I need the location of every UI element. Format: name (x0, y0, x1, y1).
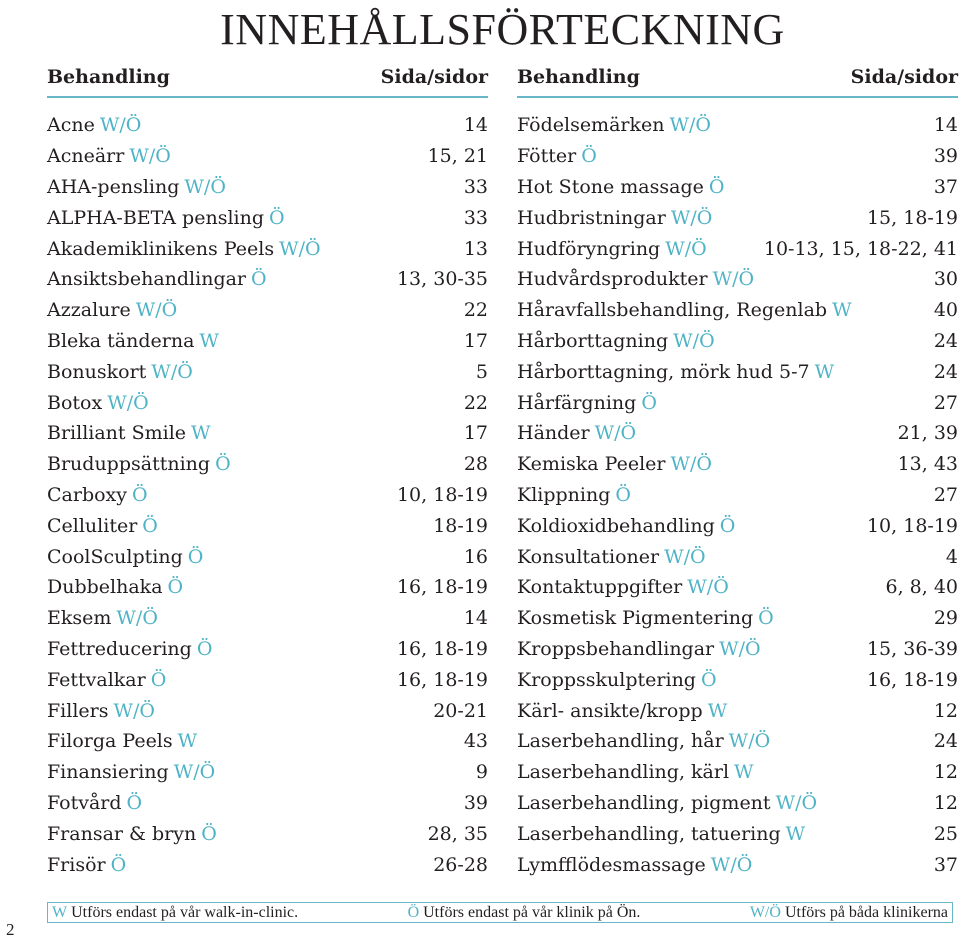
entry-label (47, 607, 158, 629)
page-reference: 10-13, 15, 18-22, 41 (763, 237, 958, 260)
entry-label (517, 361, 834, 383)
treatment-name: Födelsemärken (517, 114, 665, 137)
page-number: 2 (6, 920, 15, 939)
toc-entry (47, 295, 488, 326)
toc-entry (517, 541, 958, 572)
toc-entry (517, 510, 958, 541)
page-reference: 37 (933, 175, 958, 198)
toc-entry (517, 418, 958, 449)
toc-list-left (47, 110, 488, 880)
entry-label (517, 114, 711, 136)
treatment-name: Hårfärgning (517, 391, 637, 414)
location-code: W/Ö (669, 114, 711, 137)
page-reference: 15, 21 (427, 145, 488, 168)
page-reference: 28, 35 (427, 822, 488, 845)
entry-label (47, 176, 226, 198)
page-reference: 26-28 (433, 853, 488, 876)
location-code: Ö (142, 514, 158, 537)
location-code: W (814, 360, 835, 383)
page-reference: 17 (463, 422, 488, 445)
toc-entry (47, 849, 488, 880)
page-reference: 16, 18-19 (866, 668, 958, 691)
treatment-name: Kroppsbehandlingar (517, 637, 715, 660)
entry-label (47, 546, 203, 568)
treatment-name: CoolSculpting (47, 545, 183, 568)
header-rule (517, 96, 958, 98)
location-code: Ö (110, 853, 127, 876)
entry-label (47, 207, 285, 229)
entry-label (47, 515, 158, 537)
toc-entry (517, 387, 958, 418)
toc-entry (517, 449, 958, 480)
page-reference: 6, 8, 40 (885, 576, 958, 599)
page-reference: 14 (463, 114, 488, 137)
toc-entry (47, 818, 488, 849)
treatment-name: Frisör (47, 853, 106, 876)
entry-label (47, 238, 321, 260)
toc-entry (517, 233, 958, 264)
toc-entry (47, 326, 488, 357)
entry-label (517, 576, 729, 598)
toc-entry (517, 849, 958, 880)
legend-item (750, 904, 948, 922)
page-reference: 40 (933, 299, 958, 322)
treatment-name: Kroppsskulptering (517, 668, 696, 691)
treatment-name: AHA-pensling (47, 175, 180, 198)
page-reference: 18-19 (433, 514, 488, 537)
entry-label (47, 823, 217, 845)
treatment-name: Finansiering (47, 761, 169, 784)
treatment-name: Hårborttagning (517, 329, 669, 352)
column-header (517, 62, 958, 92)
treatment-name: Fettreducering (47, 637, 192, 660)
location-code: Ö (708, 175, 725, 198)
entry-label (517, 515, 735, 537)
location-code: W/Ö (113, 699, 156, 722)
location-code: W/Ö (279, 237, 321, 260)
treatment-name: Acne (47, 114, 95, 137)
entry-label (517, 422, 636, 444)
location-code: Ö (187, 545, 204, 568)
treatment-name: Hårborttagning, mörk hud 5-7 (517, 360, 810, 383)
treatment-name: Konsultationer (517, 545, 660, 568)
treatment-name: Fillers (47, 699, 109, 722)
page-reference: 12 (933, 699, 958, 722)
treatment-name: Akademiklinikens Peels (47, 237, 275, 260)
toc-entry (517, 788, 958, 819)
location-code: W/Ö (184, 175, 226, 198)
location-code: W (177, 730, 198, 753)
toc-entry (47, 387, 488, 418)
toc-entry (47, 788, 488, 819)
entry-label (47, 854, 126, 876)
location-code: W/Ö (594, 422, 637, 445)
location-code: Ö (269, 206, 285, 229)
treatment-header: Behandling (47, 66, 170, 88)
pages-header: Sida/sidor (850, 66, 958, 88)
treatment-name: Dubbelhaka (47, 576, 163, 599)
toc-entry (517, 264, 958, 295)
entry-label (47, 761, 215, 783)
location-code: W (191, 422, 211, 445)
treatment-name: Händer (517, 422, 590, 445)
toc-entry (47, 264, 488, 295)
treatment-name: Bruduppsättning (47, 453, 211, 476)
legend-text: Utförs på båda klinikerna (784, 903, 948, 921)
location-code: Ö (215, 453, 231, 476)
location-code: W/Ö (151, 360, 193, 383)
entry-label (517, 854, 752, 876)
page-reference: 22 (463, 391, 488, 414)
page-reference: 39 (933, 145, 958, 168)
location-code: W/Ö (665, 237, 707, 260)
treatment-name: ALPHA-BETA pensling (47, 206, 265, 229)
location-code: W/Ö (728, 730, 771, 753)
location-code: Ö (251, 268, 267, 291)
toc-entry (517, 356, 958, 387)
location-code: W/Ö (129, 145, 171, 168)
treatment-name: Kosmetisk Pigmentering (517, 607, 754, 630)
entry-label (47, 422, 211, 444)
entry-label (47, 299, 177, 321)
entry-label (47, 114, 141, 136)
page-reference: 5 (475, 360, 488, 383)
location-code: W/Ö (687, 576, 729, 599)
location-code: W/Ö (664, 545, 706, 568)
entry-label (517, 176, 724, 198)
page-reference: 20-21 (433, 699, 488, 722)
treatment-name: Hudvårdsprodukter (517, 268, 708, 291)
treatment-name: Celluliter (47, 514, 138, 537)
entry-label (47, 638, 212, 660)
location-code: W/Ö (99, 114, 142, 137)
treatment-name: Carboxy (47, 483, 127, 506)
location-code: Ö (132, 483, 148, 506)
treatment-name: Kemiska Peeler (517, 453, 666, 476)
treatment-name: Bonuskort (47, 360, 147, 383)
pages-header: Sida/sidor (380, 66, 488, 88)
treatment-name: Fettvalkar (47, 668, 146, 691)
page-reference: 24 (933, 329, 958, 352)
treatment-header: Behandling (517, 66, 640, 88)
location-code: Ö (581, 145, 597, 168)
treatment-name: Håravfallsbehandling, Regenlab (517, 299, 828, 322)
toc-entry (47, 449, 488, 480)
legend-key: W (52, 903, 68, 921)
entry-label (47, 576, 183, 598)
entry-label (517, 299, 852, 321)
page-reference: 33 (463, 206, 488, 229)
location-code: Ö (758, 607, 774, 630)
location-code: W/Ö (719, 637, 761, 660)
location-code: W/Ö (135, 299, 178, 322)
treatment-name: Laserbehandling, hår (517, 730, 724, 753)
toc-entry (47, 233, 488, 264)
location-code: W (707, 699, 728, 722)
toc-entry (47, 110, 488, 141)
toc-entry (517, 818, 958, 849)
page-reference: 24 (933, 360, 958, 383)
toc-entry (517, 572, 958, 603)
entry-label (47, 268, 267, 290)
treatment-name: Azzalure (47, 299, 131, 322)
page-reference: 13 (463, 237, 488, 260)
entry-label (517, 392, 657, 414)
entry-label (47, 330, 219, 352)
toc-entry (47, 664, 488, 695)
legend-text: Utförs endast på vår klinik på Ön. (423, 903, 641, 921)
page-reference: 13, 30-35 (396, 268, 488, 291)
entry-label (517, 207, 712, 229)
toc-entry (47, 480, 488, 511)
toc-entry (517, 110, 958, 141)
legend-text: Utförs endast på vår walk-in-clinic. (71, 903, 299, 921)
page-reference: 15, 36-39 (866, 637, 958, 660)
treatment-name: Koldioxidbehandling (517, 514, 715, 537)
location-code: W/Ö (116, 607, 158, 630)
location-code: W/Ö (107, 391, 149, 414)
treatment-name: Ansiktsbehandlingar (47, 268, 247, 291)
entry-label (47, 669, 166, 691)
entry-label (517, 607, 774, 629)
entry-label (517, 669, 717, 691)
entry-label (517, 823, 805, 845)
treatment-name: Fötter (517, 145, 577, 168)
treatment-name: Eksem (47, 607, 112, 630)
legend-key: W/Ö (749, 903, 781, 921)
location-code: W/Ö (712, 268, 755, 291)
page-reference: 25 (933, 822, 958, 845)
entry-label (47, 730, 197, 752)
toc-entry (517, 480, 958, 511)
location-code: W/Ö (710, 853, 753, 876)
treatment-name: Hudbristningar (517, 206, 666, 229)
location-code: W/Ö (673, 329, 715, 352)
treatment-name: Laserbehandling, pigment (517, 791, 771, 814)
entry-label (517, 484, 631, 506)
location-code: W/Ö (670, 453, 712, 476)
location-code: Ö (196, 637, 213, 660)
location-code: W/Ö (173, 761, 216, 784)
page-reference: 17 (463, 329, 488, 352)
treatment-name: Lymfflödesmassage (517, 853, 706, 876)
toc-entry (47, 356, 488, 387)
treatment-name: Fotvård (47, 791, 122, 814)
entry-label (517, 453, 712, 475)
location-code: Ö (700, 668, 717, 691)
page-reference: 37 (933, 853, 958, 876)
legend-item (408, 904, 641, 922)
location-code: Ö (150, 668, 167, 691)
entry-label (517, 638, 761, 660)
toc-entry (517, 634, 958, 665)
entry-label (517, 792, 817, 814)
treatment-name: Filorga Peels (47, 730, 173, 753)
toc-entry (517, 172, 958, 203)
toc-entry (517, 603, 958, 634)
entry-label (47, 453, 231, 475)
entry-label (47, 361, 193, 383)
treatment-name: Laserbehandling, tatuering (517, 822, 781, 845)
toc-column-left (47, 62, 488, 880)
treatment-name: Brilliant Smile (47, 422, 187, 445)
toc-entry (47, 141, 488, 172)
toc-entry (517, 664, 958, 695)
location-code: W (832, 299, 852, 322)
page-reference: 13, 43 (897, 453, 958, 476)
toc-entry (47, 572, 488, 603)
location-code: W (199, 329, 219, 352)
location-code: W/Ö (670, 206, 713, 229)
page-reference: 10, 18-19 (866, 514, 958, 537)
toc-entry (47, 726, 488, 757)
page-reference: 24 (933, 730, 958, 753)
page-reference: 14 (933, 114, 958, 137)
toc-entry (47, 172, 488, 203)
toc-entry (47, 510, 488, 541)
toc-list-right (517, 110, 958, 880)
page-reference: 33 (463, 175, 488, 198)
page-reference: 14 (463, 607, 488, 630)
page-title: INNEHÅLLSFÖRTECKNING (220, 5, 785, 54)
toc-entry (517, 757, 958, 788)
entry-label (47, 484, 148, 506)
location-code: Ö (719, 514, 736, 537)
toc-entry (517, 202, 958, 233)
entry-label (517, 268, 754, 290)
toc-entry (47, 757, 488, 788)
page-reference: 12 (933, 761, 958, 784)
entry-label (47, 792, 142, 814)
treatment-name: Kontaktuppgifter (517, 576, 683, 599)
page-reference: 16, 18-19 (396, 576, 488, 599)
page-reference: 10, 18-19 (396, 483, 488, 506)
page-reference: 21, 39 (897, 422, 958, 445)
page-reference: 30 (933, 268, 958, 291)
toc-entry (47, 695, 488, 726)
toc-entry (517, 295, 958, 326)
treatment-name: Hudföryngring (517, 237, 661, 260)
entry-label (517, 145, 597, 167)
page-reference: 12 (933, 791, 958, 814)
location-code: Ö (615, 483, 631, 506)
toc-entry (47, 541, 488, 572)
toc-entry (517, 726, 958, 757)
page-reference: 27 (933, 391, 958, 414)
page-reference: 22 (463, 299, 488, 322)
legend-key: Ö (407, 903, 420, 921)
page-reference: 43 (463, 730, 488, 753)
entry-label (47, 700, 155, 722)
page-reference: 16 (463, 545, 488, 568)
page-reference: 4 (945, 545, 958, 568)
page-reference: 28 (463, 453, 488, 476)
location-code: Ö (201, 822, 217, 845)
toc-entry (47, 603, 488, 634)
location-code: Ö (641, 391, 657, 414)
entry-label (47, 392, 149, 414)
page-reference: 27 (933, 483, 958, 506)
toc-entry (47, 202, 488, 233)
treatment-name: Laserbehandling, kärl (517, 761, 730, 784)
treatment-name: Klippning (517, 483, 611, 506)
page-reference: 16, 18-19 (396, 637, 488, 660)
page-reference: 29 (933, 607, 958, 630)
location-code: Ö (167, 576, 184, 599)
header-rule (47, 96, 488, 98)
legend (47, 902, 953, 923)
treatment-name: Hot Stone massage (517, 175, 704, 198)
toc-entry (517, 141, 958, 172)
legend-item (52, 904, 298, 922)
treatment-name: Bleka tänderna (47, 329, 195, 352)
treatment-name: Fransar & bryn (47, 822, 197, 845)
toc-entry (517, 326, 958, 357)
toc-entry (47, 418, 488, 449)
toc-column-right (517, 62, 958, 880)
entry-label (517, 238, 707, 260)
page-reference: 15, 18-19 (866, 206, 958, 229)
location-code: W/Ö (775, 791, 818, 814)
entry-label (517, 700, 727, 722)
location-code: Ö (126, 791, 143, 814)
entry-label (517, 730, 770, 752)
entry-label (517, 330, 715, 352)
entry-label (517, 546, 706, 568)
treatment-name: Botox (47, 391, 103, 414)
column-header (47, 62, 488, 92)
page-reference: 39 (463, 791, 488, 814)
page-reference: 16, 18-19 (396, 668, 488, 691)
treatment-name: Acneärr (47, 145, 125, 168)
entry-label (47, 145, 171, 167)
location-code: W (734, 761, 754, 784)
entry-label (517, 761, 754, 783)
page-reference: 9 (475, 761, 488, 784)
toc-entry (47, 634, 488, 665)
treatment-name: Kärl- ansikte/kropp (517, 699, 703, 722)
toc-entry (517, 695, 958, 726)
location-code: W (785, 822, 806, 845)
